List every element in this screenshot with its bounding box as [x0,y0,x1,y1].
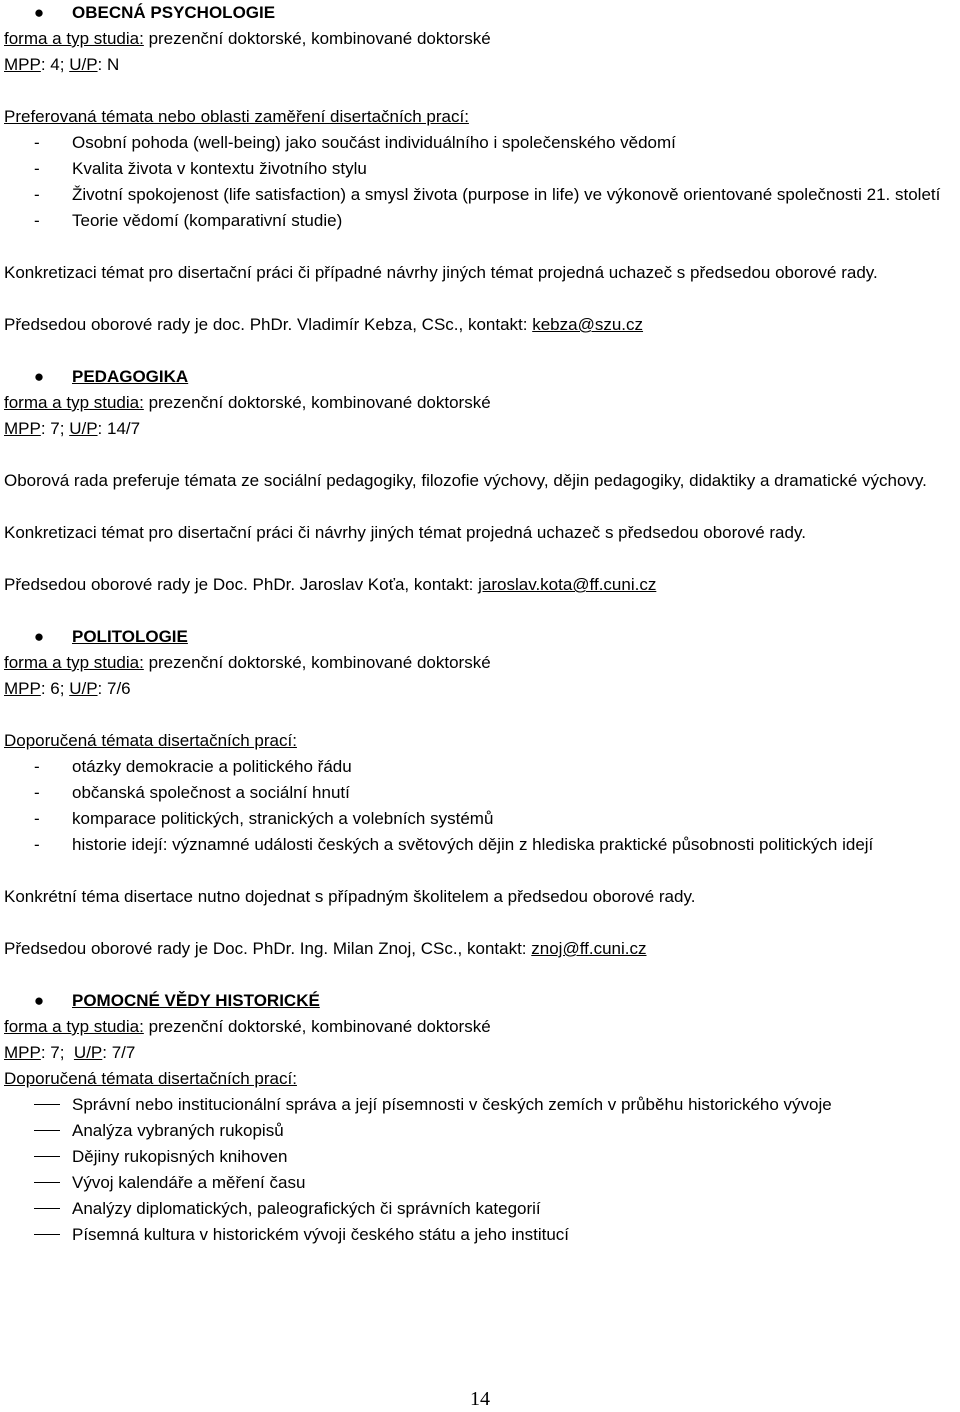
study-form-label: forma a typ studia: [4,29,144,48]
page-number: 14 [470,1388,490,1410]
list-item-text: Dějiny rukopisných knihoven [72,1147,288,1166]
list-item-text: Správní nebo institucionální správa a její písemnosti v českých zemích v průběhu historického vývoje [72,1095,832,1114]
topics-heading: Preferovaná témata nebo oblasti zaměření disertačních prací: [4,107,469,126]
section-title-text: PEDAGOGIKA [72,367,189,386]
study-form-value: prezenční doktorské, kombinované doktorské [143,393,491,412]
bullet-icon: ● [33,991,45,1010]
list-item-text: otázky demokracie a politického řádu [72,757,352,776]
bullet-icon: ● [33,627,45,646]
mpp-value: : 6; [40,679,70,698]
chair-text: Předsedou oborové rady je Doc. PhDr. Jaroslav Koťa, kontakt: [4,575,479,594]
section-title [4,0,954,26]
up-value: : 7/7 [102,1043,136,1062]
section-politologie [4,624,954,962]
list-item [4,1222,954,1248]
section-title [4,624,954,650]
note-paragraph: Konkretizaci témat pro disertační práci či návrhy jiných témat projedná uchazeč s předsedou oborové rady. [4,523,806,542]
list-item-text: komparace politických, stranických a volebních systémů [72,809,494,828]
section-obecna-psychologie [4,0,954,338]
mpp-label: MPP [4,55,41,74]
up-value: : N [97,55,120,74]
email-link[interactable]: znoj@ff.cuni.cz [531,939,647,958]
study-form-line [4,1014,954,1040]
list-item-text: Kvalita života v kontextu životního stylu [72,159,367,178]
topics-list [4,130,954,234]
document-page [4,0,954,1248]
note-paragraph: Konkretizaci témat pro disertační práci či případné návrhy jiných témat projedná uchazeč s předsedou oborové rady. [4,263,878,282]
chair-line [4,936,954,962]
mpp-label: MPP [4,679,41,698]
section-title-text: POMOCNÉ VĚDY HISTORICKÉ [72,991,320,1010]
bullet-icon: ● [33,367,45,386]
list-item: - občanská společnost a sociální hnutí [34,783,350,802]
list-item: - otázky demokracie a politického řádu [34,757,352,776]
list-item: - komparace politických, stranických a volebních systémů [34,809,494,828]
up-label: U/P [69,679,98,698]
chair-text: Předsedou oborové rady je doc. PhDr. Vladimír Kebza, CSc., kontakt: [4,315,533,334]
study-form-line [4,650,954,676]
study-form-label: forma a typ studia: [4,393,144,412]
chair-line [4,312,954,338]
list-item [4,1118,954,1144]
list-item [4,1170,954,1196]
list-item: - Osobní pohoda (well-being) jako součást individuálního i společenského vědomí [34,133,676,152]
topics-heading: Doporučená témata disertačních prací: [4,1069,297,1088]
study-form-label: forma a typ studia: [4,653,144,672]
list-item [4,1144,954,1170]
list-item-text: Teorie vědomí (komparativní studie) [72,211,343,230]
up-value: : 14/7 [97,419,141,438]
topics-heading: Doporučená témata disertačních prací: [4,731,297,750]
list-item-text: Analýzy diplomatických, paleografických či správních kategorií [72,1199,541,1218]
section-pomocne-vedy-historicke [4,988,954,1248]
mpp-value: : 4; [40,55,70,74]
list-item: - Kvalita života v kontextu životního stylu [34,159,367,178]
up-value: : 7/6 [97,679,131,698]
list-item: - Teorie vědomí (komparativní studie) [34,211,343,230]
email-link[interactable]: kebza@szu.cz [532,315,644,334]
study-form-value: prezenční doktorské, kombinované doktorské [143,29,491,48]
up-label: U/P [73,1043,103,1062]
mpp-value: : 7; [40,1043,74,1062]
study-form-line [4,26,954,52]
list-item: - Životní spokojenost (life satisfaction) a smysl života (purpose in life) ve výkonově orientované společnosti 21. století [34,185,941,204]
section-title [4,364,954,390]
list-item [4,1092,954,1118]
mpp-line [4,1040,954,1066]
bullet-icon: ● [33,3,45,22]
mpp-value: : 7; [40,419,70,438]
chair-text: Předsedou oborové rady je Doc. PhDr. Ing. Milan Znoj, CSc., kontakt: [4,939,532,958]
mpp-line [4,676,954,702]
study-form-line [4,390,954,416]
list-item-text: Životní spokojenost (life satisfaction) a smysl života (purpose in life) ve výkonově orientované společnosti 21. století [72,185,941,204]
list-item-text: Analýza vybraných rukopisů [72,1121,284,1140]
mpp-label: MPP [4,419,41,438]
section-pedagogika [4,364,954,598]
list-item [4,1196,954,1222]
list-item-text: Osobní pohoda (well-being) jako součást individuálního i společenského vědomí [72,133,676,152]
study-form-value: prezenční doktorské, kombinované doktorské [143,653,491,672]
preference-paragraph: Oborová rada preferuje témata ze sociální pedagogiky, filozofie výchovy, dějin pedagogiky, didaktiky a dramatické výchovy. [4,471,927,490]
list-item-text: Písemná kultura v historickém vývoji českého státu a jeho institucí [72,1225,569,1244]
topics-list [4,754,954,858]
email-link[interactable]: jaroslav.kota@ff.cuni.cz [478,575,657,594]
list-item: - historie idejí: významné události českých a světových dějin z hlediska praktické působnosti politických idejí [34,835,874,854]
mpp-line [4,416,954,442]
mpp-label: MPP [4,1043,41,1062]
chair-line [4,572,954,598]
section-title-text: OBECNÁ PSYCHOLOGIE [72,3,276,22]
note-paragraph: Konkrétní téma disertace nutno dojednat s případným školitelem a předsedou oborové rady. [4,887,696,906]
list-item-text: občanská společnost a sociální hnutí [72,783,350,802]
section-title [4,988,954,1014]
study-form-label: forma a typ studia: [4,1017,144,1036]
up-label: U/P [69,55,98,74]
mpp-line [4,52,954,78]
section-title-text: POLITOLOGIE [72,627,188,646]
study-form-value: prezenční doktorské, kombinované doktorské [143,1017,491,1036]
list-item-text: Vývoj kalendáře a měření času [72,1173,306,1192]
list-item-text: historie idejí: významné události českých a světových dějin z hlediska praktické působnosti politických idejí [72,835,874,854]
up-label: U/P [69,419,98,438]
topics-list [4,1092,954,1248]
